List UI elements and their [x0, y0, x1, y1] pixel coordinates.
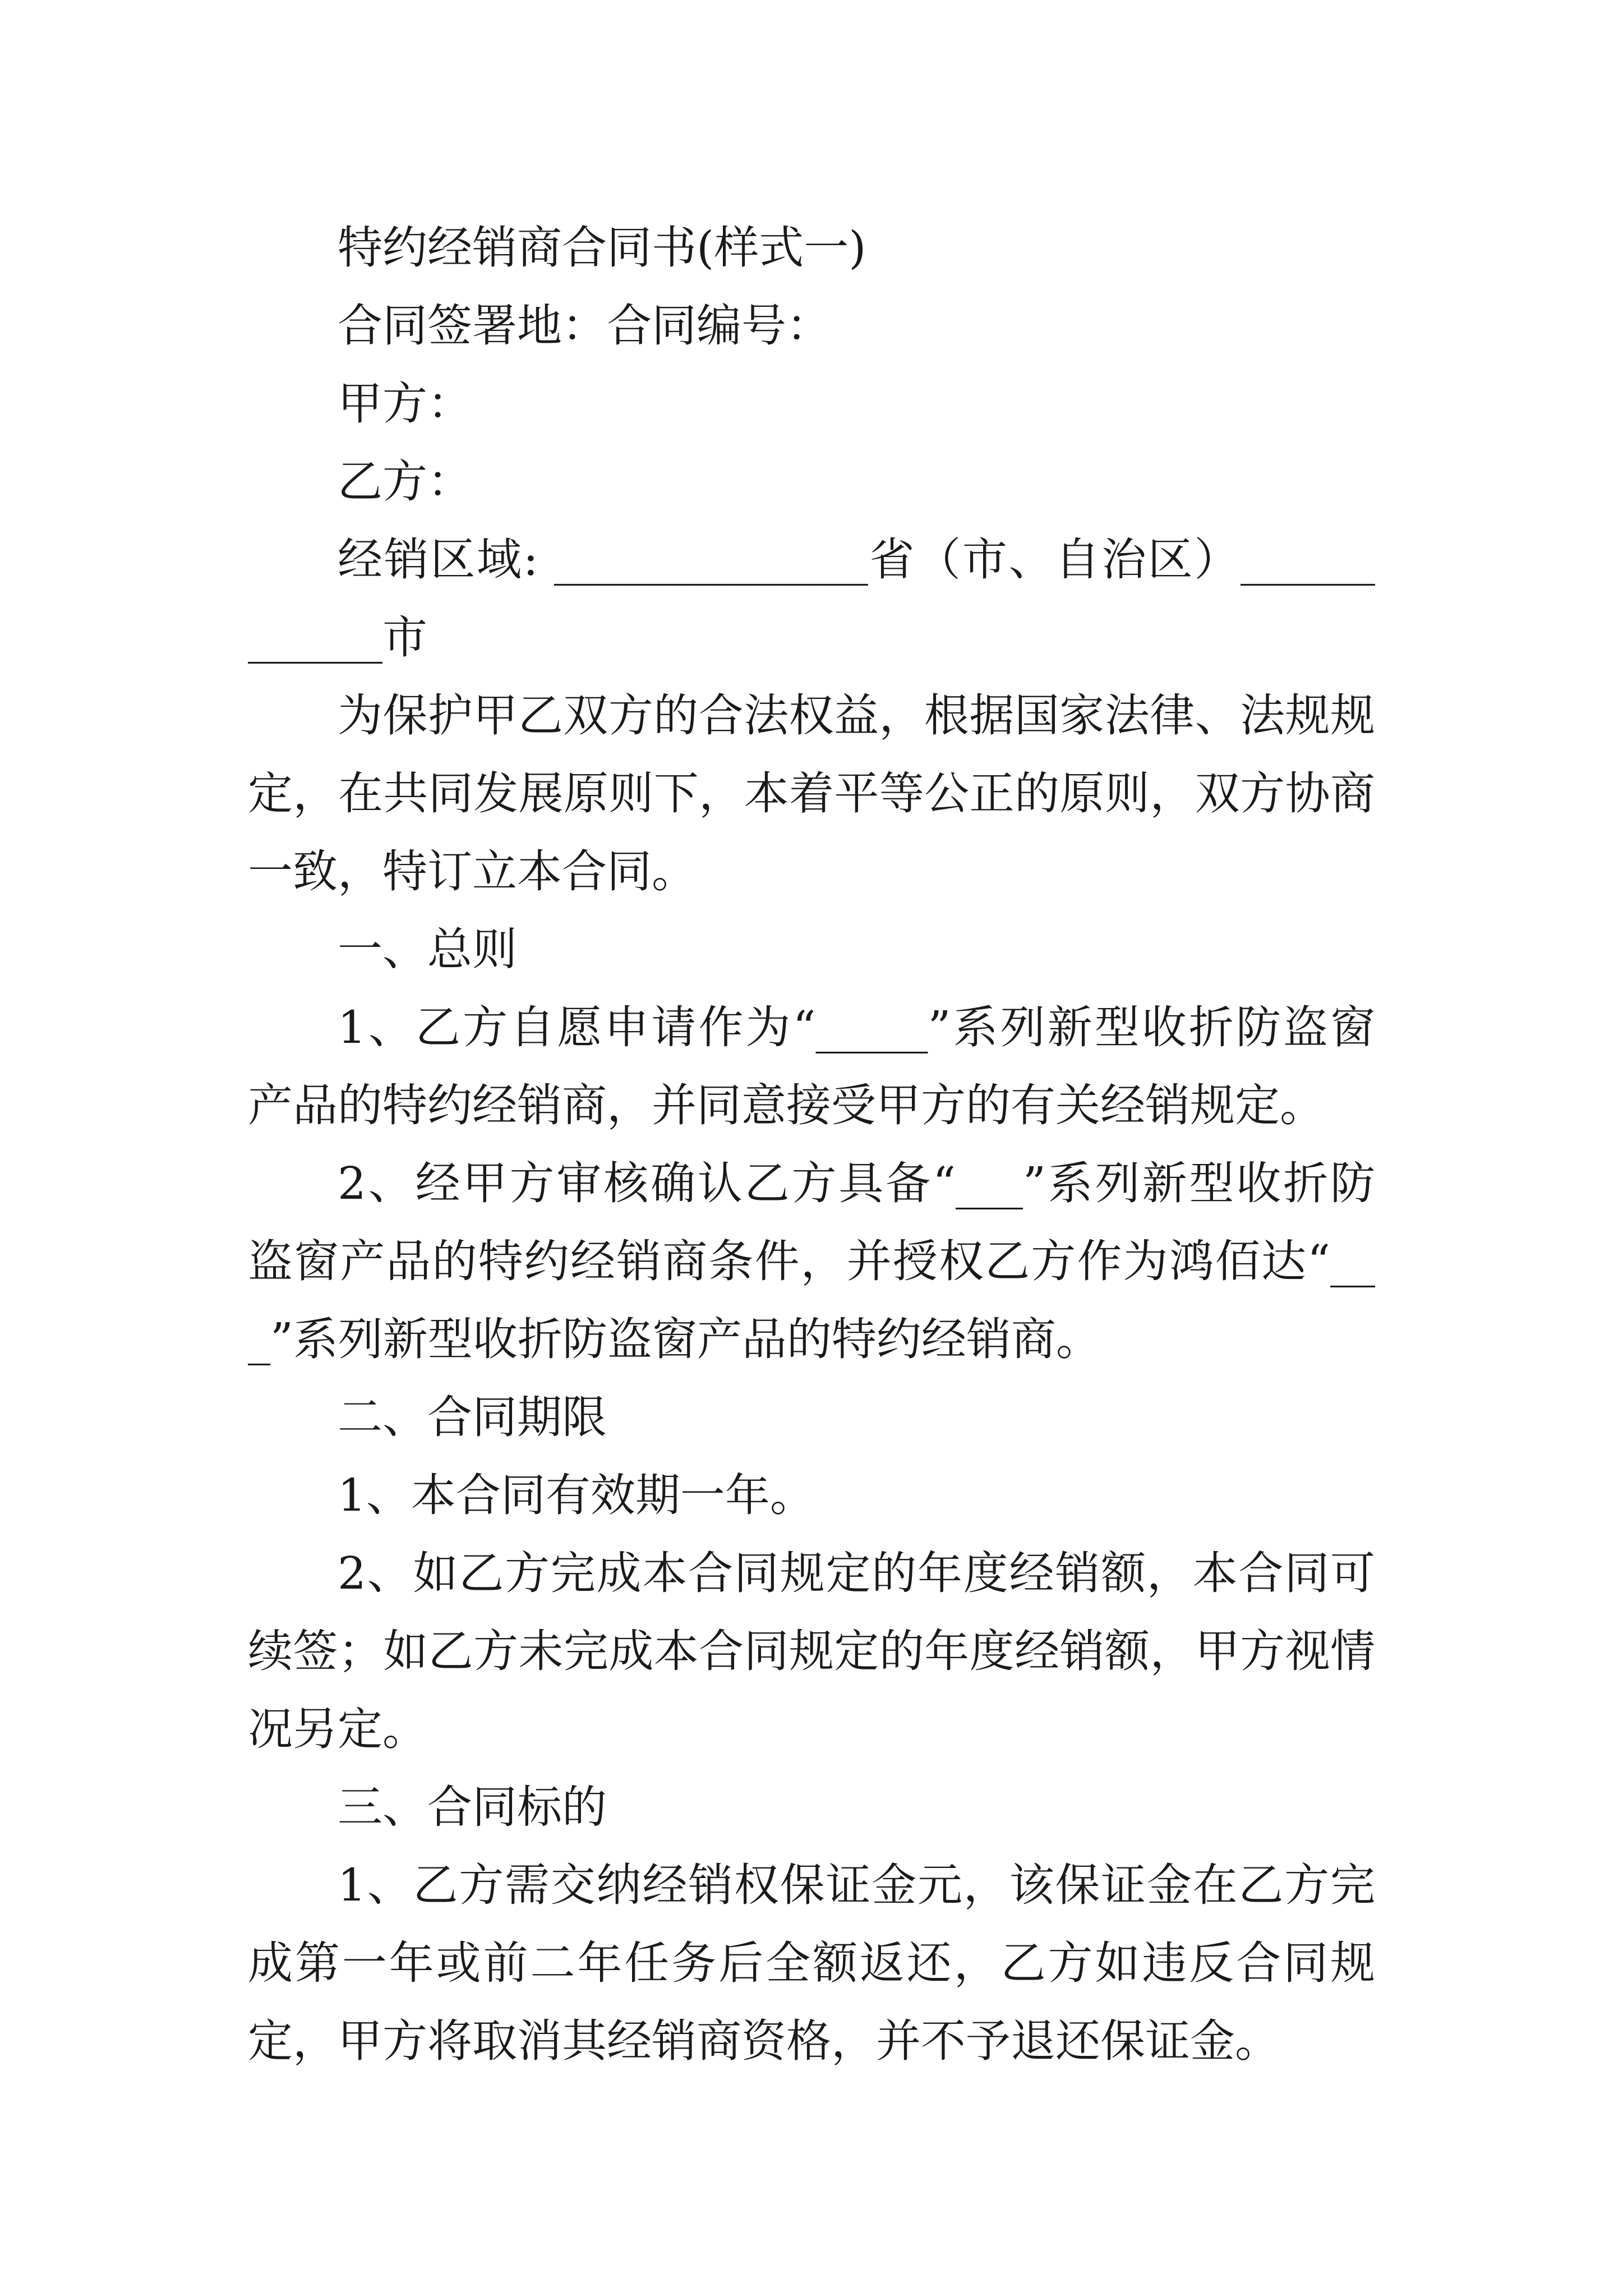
contract-title: 特约经销商合同书(样式一)	[338, 222, 866, 274]
clause-term-1: 1、本合同有效期一年。	[338, 1469, 815, 1521]
section-heading-term: 二、合同期限	[338, 1391, 607, 1443]
section-heading-subject: 三、合同标的	[338, 1781, 607, 1833]
preamble-paragraph: 为保护甲乙双方的合法权益，根据国家法律、法规规定，在共同发展原则下，本着平等公正的原则，双方协商一致，特订立本合同。	[248, 689, 1375, 898]
clause-general-2: 2、经甲方审核确认乙方具备“___”系列新型收折防盗窗产品的特约经销商条件，并授权乙方作为鸿佰达“___”系列新型收折防盗窗产品的特约经销商。	[248, 1157, 1375, 1365]
clause-general-1: 1、乙方自愿申请作为“_____”系列新型收折防盗窗产品的特约经销商，并同意接受甲方的有关经销规定。	[248, 1001, 1375, 1131]
party-a: 甲方：	[338, 378, 472, 430]
clause-subject-1: 1、乙方需交纳经销权保证金元，该保证金在乙方完成第一年或前二年任务后全额返还，乙方如违反合同规定，甲方将取消其经销商资格，并不予退还保证金。	[248, 1859, 1375, 2067]
sales-region: 经销区域: ______________省（市、自治区）____________市	[248, 533, 1375, 664]
section-heading-general: 一、总则	[338, 923, 517, 976]
document-body	[248, 209, 1375, 2080]
party-b: 乙方：	[338, 455, 472, 508]
signing-place-and-number: 合同签署地：合同编号：	[338, 300, 831, 352]
clause-term-2: 2、如乙方完成本合同规定的年度经销额，本合同可续签；如乙方未完成本合同规定的年度经销额，甲方视情况另定。	[248, 1547, 1375, 1755]
